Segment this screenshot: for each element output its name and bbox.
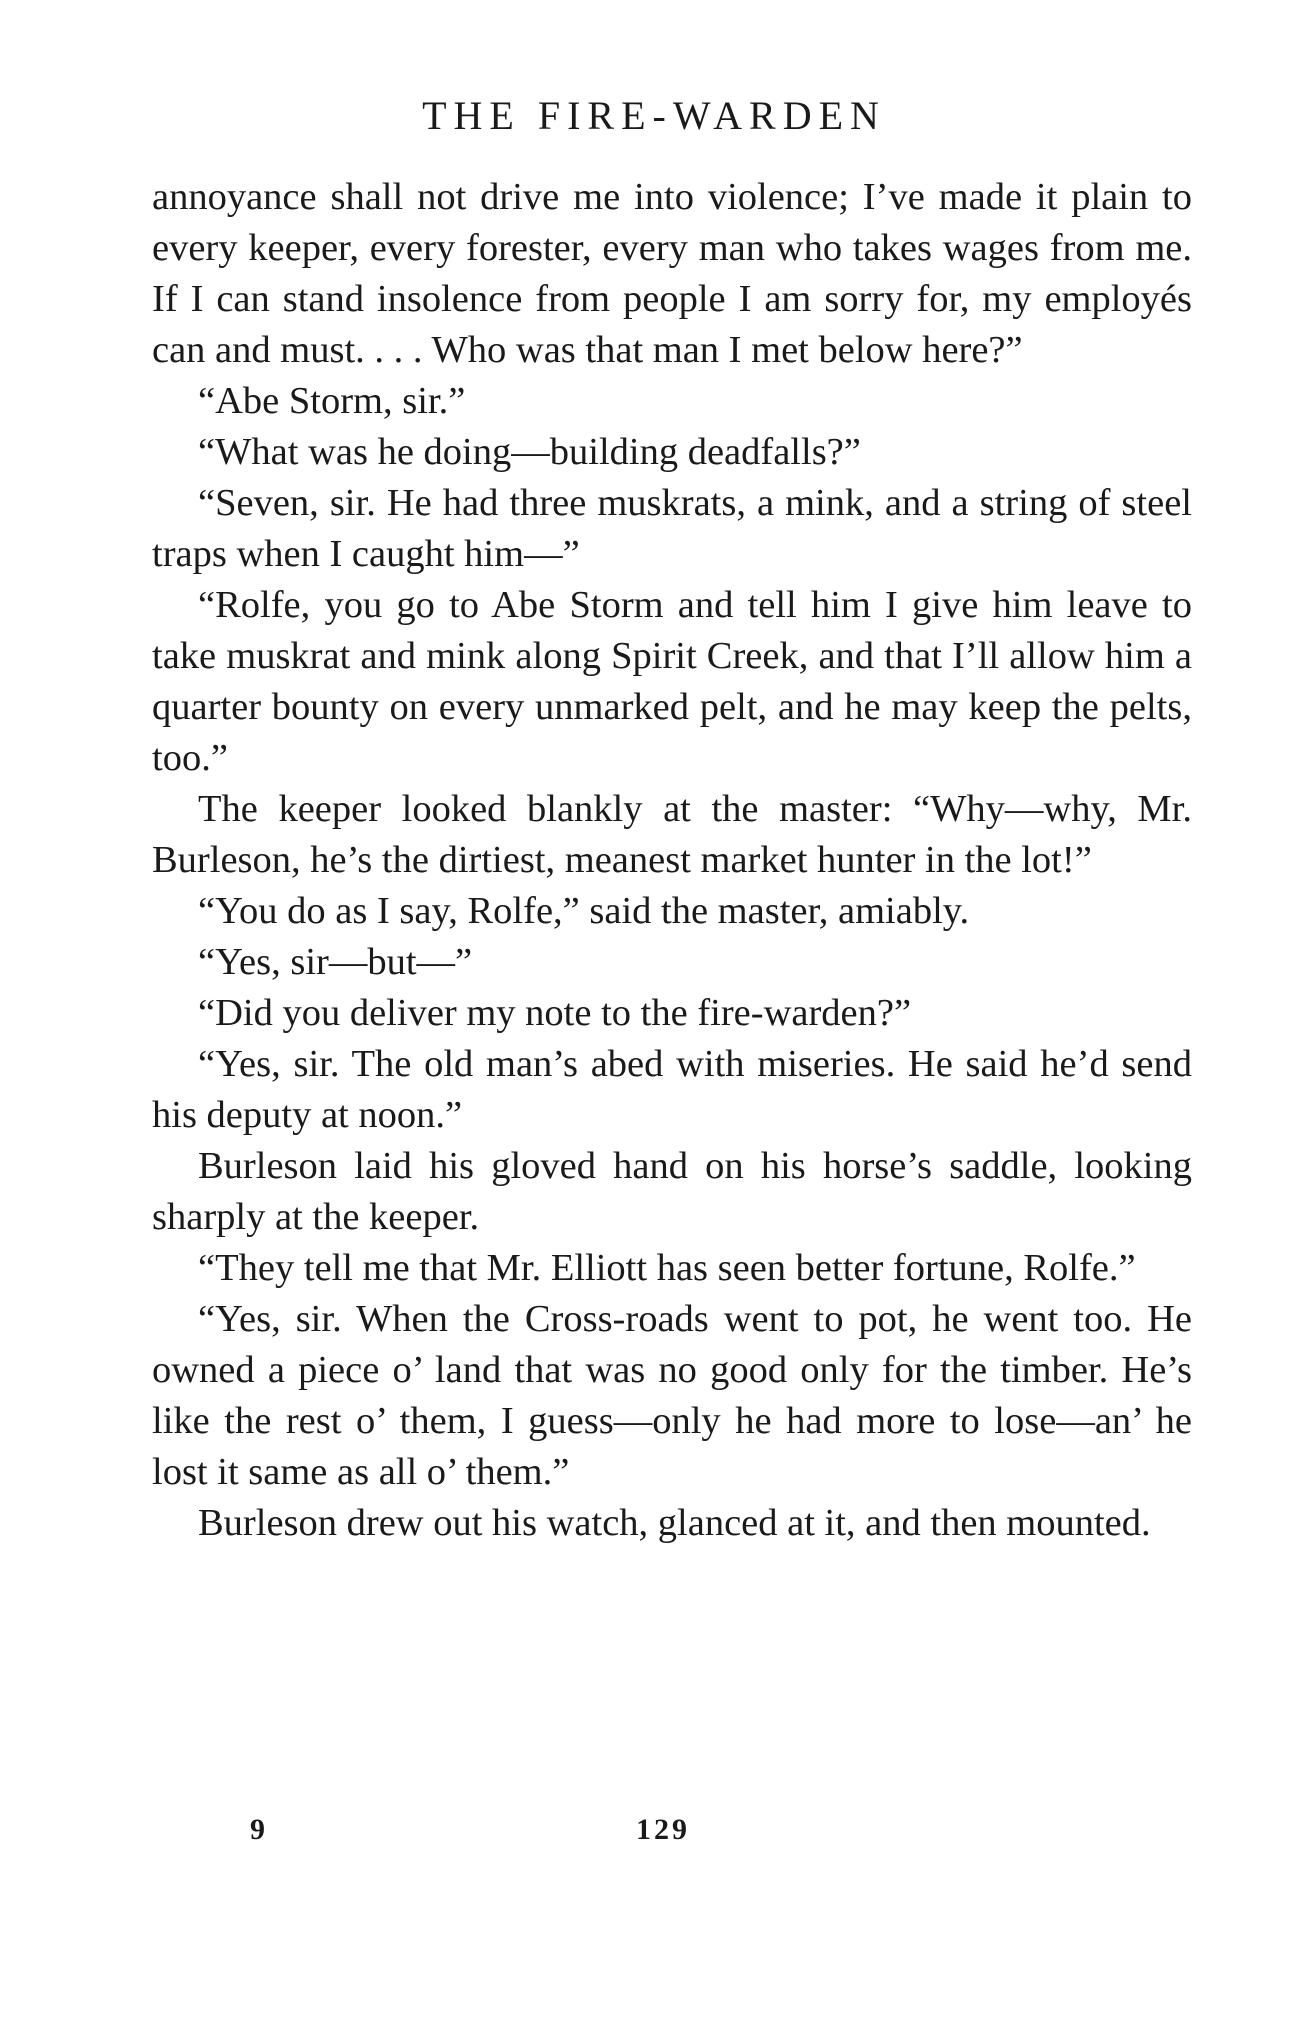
paragraph: “What was he doing—building deadfalls?” [198,431,861,473]
paragraph: “Did you deliver my note to the fire-warden?” [198,992,912,1034]
page-footer [0,1810,1308,1850]
body-text [152,172,1192,1549]
paragraph: annoyance shall not drive me into violence; I’ve made it plain to every keeper, every forester, every man who takes wages from me. If I can stand insolence from people I am sorry for, my employés can and must. . . . Who was that man I met below here?” [152,176,1192,371]
paragraph: Burleson laid his gloved hand on his horse’s saddle, looking sharply at the keeper. [152,1145,1192,1238]
paragraph: “Yes, sir. When the Cross-roads went to pot, he went too. He owned a piece o’ land that was no good only for the timber. He’s like the rest o’ them, I guess—only he had more to lose—an’ he lost it same as all o’ them.” [152,1298,1192,1493]
paragraph: “Yes, sir—but—” [198,941,473,983]
page-number: 129 [636,1813,690,1846]
running-head: THE FIRE-WARDEN [422,93,886,138]
paragraph: “They tell me that Mr. Elliott has seen better fortune, Rolfe.” [198,1247,1136,1289]
paragraph: “Abe Storm, sir.” [198,380,466,422]
paragraph: “You do as I say, Rolfe,” said the master, amiably. [198,890,970,932]
paragraph: “Yes, sir. The old man’s abed with miseries. He said he’d send his deputy at noon.” [152,1043,1192,1136]
paragraph: “Seven, sir. He had three muskrats, a mink, and a string of steel traps when I caught him—” [152,482,1192,575]
signature-mark: 9 [250,1813,265,1846]
paragraph: “Rolfe, you go to Abe Storm and tell him I give him leave to take muskrat and mink along Spirit Creek, and that I’ll allow him a quarter bounty on every unmarked pelt, and he may keep the pelts, too.” [152,584,1192,779]
paragraph: The keeper looked blankly at the master: “Why—why, Mr. Burleson, he’s the dirtiest, meanest market hunter in the lot!” [152,788,1192,881]
paragraph: Burleson drew out his watch, glanced at it, and then mounted. [198,1502,1151,1544]
